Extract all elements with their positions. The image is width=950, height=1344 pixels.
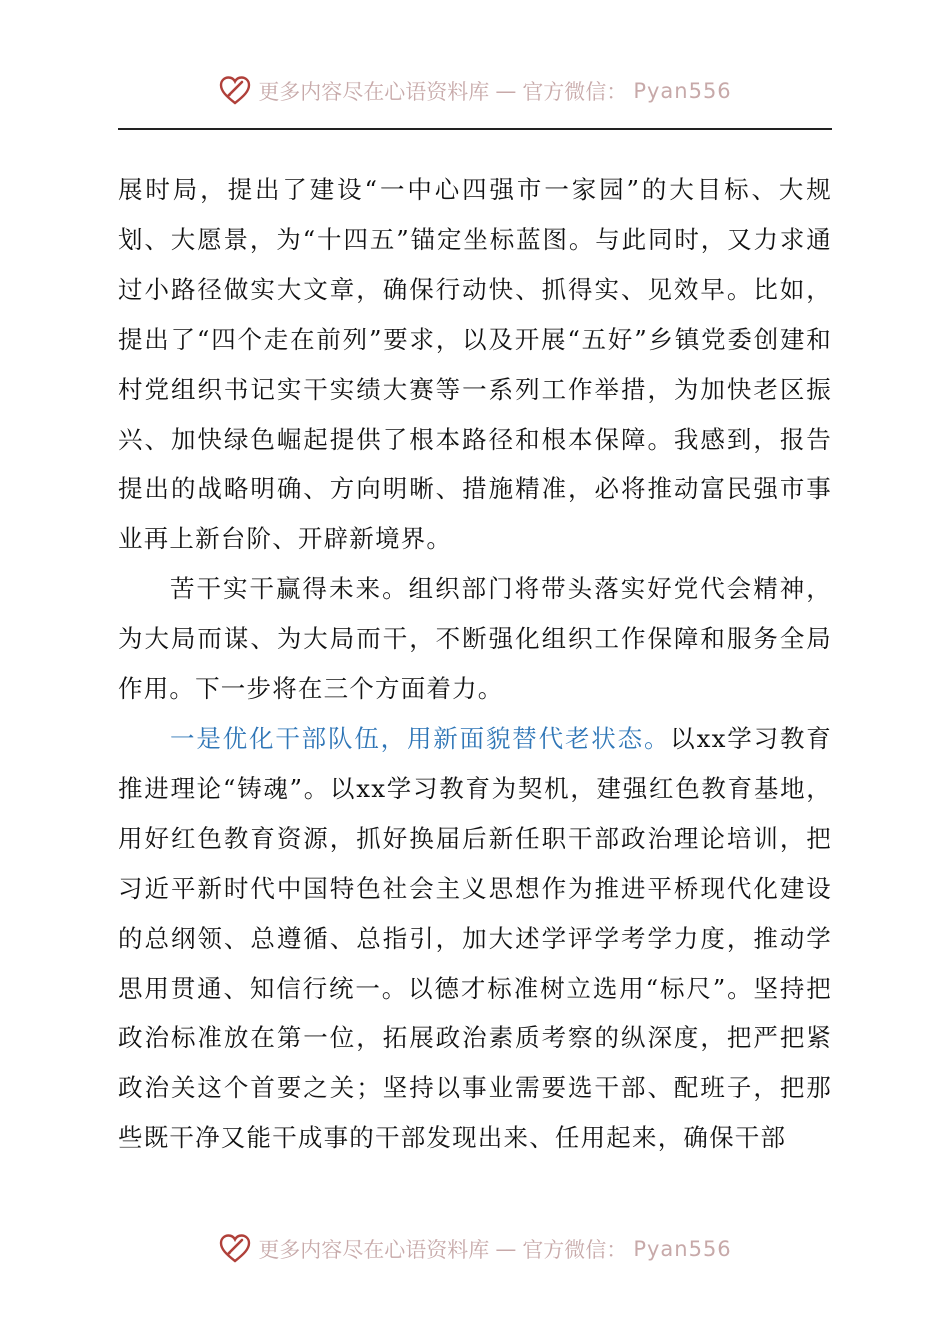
point-one-heading: 一是优化干部队伍，用新面貌替代老状态。: [170, 723, 671, 753]
header-divider: [118, 128, 832, 130]
header-wechat-id: Pyan556: [633, 79, 732, 103]
paragraph-future: 苦干实干赢得未来。组织部门将带头落实好党代会精神，为大局而谋、为大局而干，不断强化组织工作保障和服务全局作用。下一步将在三个方面着力。: [118, 574, 832, 704]
heart-pen-logo-icon: [218, 1232, 252, 1266]
footer-separator: —: [495, 1237, 517, 1261]
header-wechat-label: 官方微信：: [522, 80, 628, 104]
footer-wechat-id: Pyan556: [633, 1237, 732, 1261]
document-body: [118, 165, 832, 1163]
point-one-text: 以xx学习教育推进理论“铸魂”。以xx学习教育为契机，建强红色教育基地，用好红色教育资源，抓好换届后新任职干部政治理论培训，把习近平新时代中国特色社会主义思想作为推进平桥现代化建设的总纲领、总遵循、总指引，加大述学评学考学力度，推动学思用贯通、知信行统一。以德才标准树立选用“标尺”。坚持把政治标准放在第一位，拓展政治素质考察的纵深度，把严把紧政治关这个首要之关；坚持以事业需要选干部、配班子，把那些既干净又能干成事的干部发现出来、任用起来，确保干部: [118, 723, 832, 1153]
footer-brand-text: 更多内容尽在心语资料库: [258, 1238, 490, 1262]
header-brand-text: 更多内容尽在心语资料库: [258, 80, 490, 104]
heart-pen-logo-icon: [218, 74, 252, 108]
header-banner: [0, 74, 950, 108]
paragraph-continuation: 展时局，提出了建设“一中心四强市一家园”的大目标、大规划、大愿景，为“十四五”锚定坐标蓝图。与此同时，又力求通过小路径做实大文章，确保行动快、抓得实、见效早。比如，提出了“四个走在前列”要求，以及开展“五好”乡镇党委创建和村党组织书记实干实绩大赛等一系列工作举措，为加快老区振兴、加快绿色崛起提供了根本路径和根本保障。我感到，报告提出的战略明确、方向明晰、措施精准，必将推动富民强市事业再上新台阶、开辟新境界。: [118, 175, 832, 554]
paragraph-point-one: [118, 714, 832, 1163]
footer-banner: [0, 1232, 950, 1266]
footer-wechat-label: 官方微信：: [522, 1238, 628, 1262]
header-separator: —: [495, 79, 517, 103]
